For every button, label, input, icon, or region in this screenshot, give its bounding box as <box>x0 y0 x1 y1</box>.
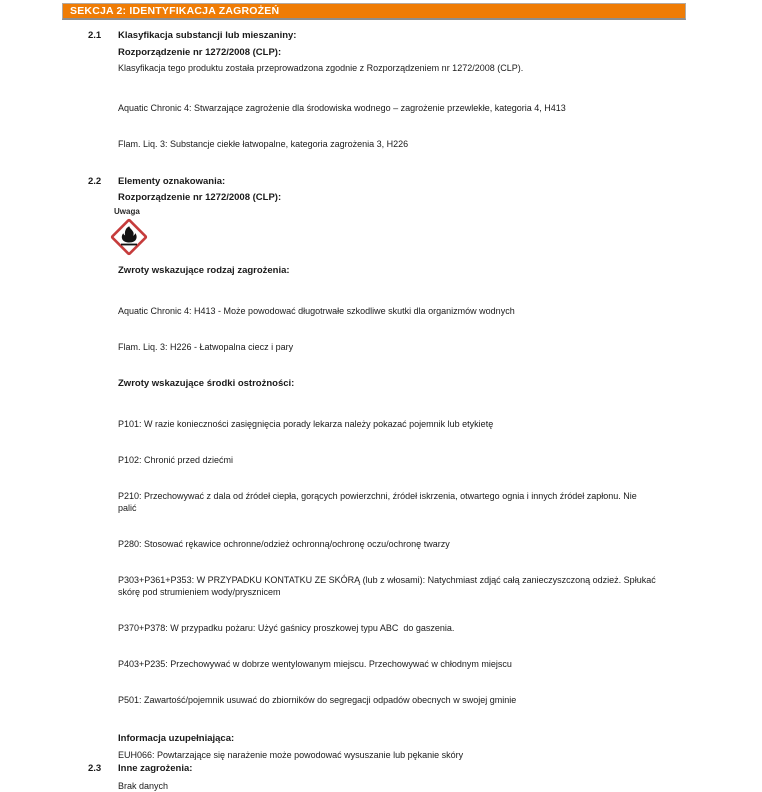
regulation-heading: Rozporządzenie nr 1272/2008 (CLP): <box>118 192 282 203</box>
supplementary-info-heading: Informacja uzupełniająca: <box>118 733 235 744</box>
precaution-statements-heading: Zwroty wskazujące środki ostrożności: <box>118 378 295 389</box>
precaution-statement: P501: Zawartość/pojemnik usuwać do zbiorników do segregacji odpadów obecnych w swojej gminie <box>118 695 517 705</box>
precaution-statement: P370+P378: W przypadku pożaru: Użyć gaśnicy proszkowej typu ABC do gaszenia. <box>118 623 455 633</box>
classification-item: Flam. Liq. 3: Substancje ciekłe łatwopalne, kategoria zagrożenia 3, H226 <box>118 139 409 149</box>
hazard-statement: Flam. Liq. 3: H226 - Łatwopalna ciecz i pary <box>118 342 294 352</box>
section-number: 2.2 <box>88 176 102 187</box>
precaution-statement: P101: W razie konieczności zasięgnięcia porady lekarza należy pokazać pojemnik lub etykietę <box>118 419 494 429</box>
precaution-statement: P210: Przechowywać z dala od źródeł ciepła, gorących powierzchni, źródeł iskrzenia, otwartego ognia i innych źródeł zapłonu. Nie palić <box>118 491 637 513</box>
other-hazards-body: Brak danych <box>118 781 169 791</box>
precaution-statement: P102: Chronić przed dziećmi <box>118 455 234 465</box>
precaution-statements-list <box>118 394 746 730</box>
section-2-3-heading <box>0 763 762 775</box>
section-header-bar <box>62 3 686 20</box>
precaution-statement: P280: Stosować rękawice ochronne/odzież ochronną/ochronę oczu/ochronę twarzy <box>118 539 450 549</box>
hazard-statement: Aquatic Chronic 4: H413 - Może powodować długotrwałe szkodliwe skutki dla organizmów wodnych <box>118 306 515 316</box>
section-heading-label: Inne zagrożenia: <box>118 763 193 774</box>
section-2-2-heading <box>0 176 762 188</box>
section-heading-label: Klasyfikacja substancji lub mieszaniny: <box>118 30 297 41</box>
classification-intro: Klasyfikacja tego produktu została przeprowadzona zgodnie z Rozporządzeniem nr 1272/2008 (CLP). <box>118 63 524 73</box>
section-2-1-heading <box>0 30 762 42</box>
supplementary-info: EUH066: Powtarzające się narażenie może powodować wysuszanie lub pękanie skóry <box>118 750 464 760</box>
ghs02-flame-icon <box>110 218 762 256</box>
hazard-statements-heading: Zwroty wskazujące rodzaj zagrożenia: <box>118 265 290 276</box>
section-number: 2.3 <box>88 763 102 774</box>
section-number: 2.1 <box>88 30 102 41</box>
classification-item: Aquatic Chronic 4: Stwarzające zagrożenie dla środowiska wodnego – zagrożenie przewlekłe, kategoria 4, H413 <box>118 103 566 113</box>
classification-list <box>118 78 746 174</box>
regulation-heading: Rozporządzenie nr 1272/2008 (CLP): <box>118 47 282 58</box>
section-title: SEKCJA 2: IDENTYFIKACJA ZAGROŻEŃ <box>70 5 280 17</box>
precaution-statement: P403+P235: Przechowywać w dobrze wentylowanym miejscu. Przechowywać w chłodnym miejscu <box>118 659 512 669</box>
sds-document-page <box>0 3 762 791</box>
signal-word: Uwaga <box>114 207 140 216</box>
hazard-statements-list <box>118 281 746 377</box>
precaution-statement: P303+P361+P353: W PRZYPADKU KONTATKU ZE SKÓRĄ (lub z włosami): Natychmiast zdjąć całą zanieczyszczoną odzież. Spłukać skórę pod strumieniem wody/prysznicem <box>118 575 656 597</box>
section-heading-label: Elementy oznakowania: <box>118 176 226 187</box>
